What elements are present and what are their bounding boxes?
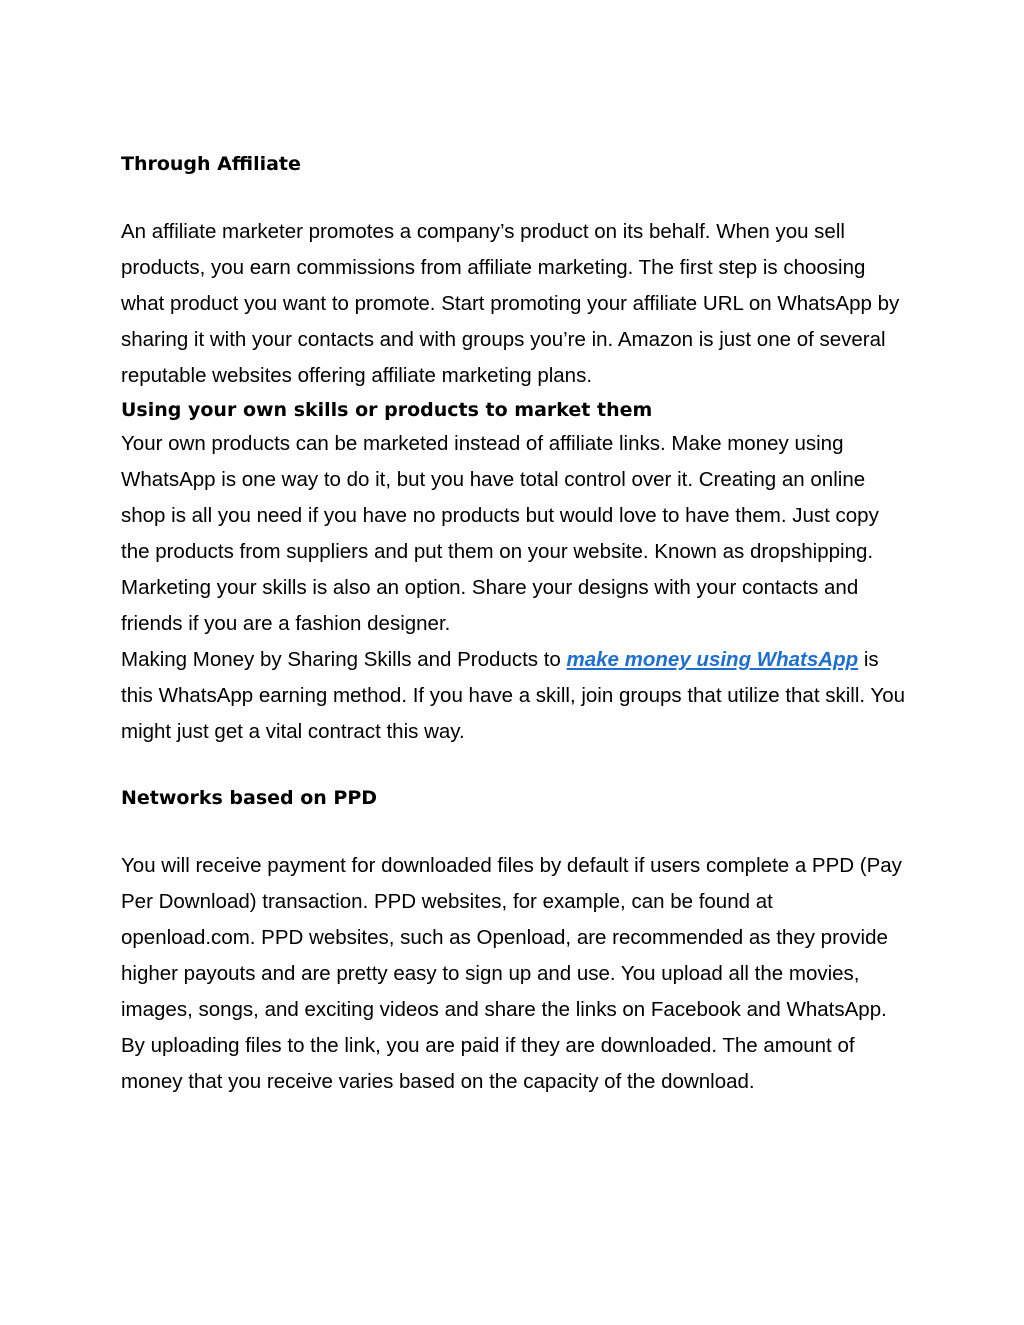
paragraph-sharing-skills-after: is this WhatsApp earning method. If you have a skill, join groups that utilize that skill. You might just get a vital contract this way.: [121, 648, 905, 743]
document-content: [121, 148, 911, 1100]
make-money-whatsapp-link[interactable]: make money using WhatsApp: [566, 648, 859, 671]
heading-networks-ppd: Networks based on PPD: [121, 787, 378, 809]
paragraph-own-products: Your own products can be marketed instead of affiliate links. Make money using WhatsApp is one way to do it, but you have total control over it. Creating an online shop is all you need if you have no products but would love to have them. Just copy the products from suppliers and put them on your website. Known as dropshipping.: [121, 432, 879, 563]
paragraph-sharing-skills-before: Making Money by Sharing Skills and Products to: [121, 648, 567, 671]
paragraph-marketing-skills: Marketing your skills is also an option. Share your designs with your contacts and friends if you are a fashion designer.: [121, 576, 859, 635]
heading-own-skills: Using your own skills or products to market them: [121, 399, 653, 421]
paragraph-sharing-skills: [121, 642, 911, 750]
spacer: [121, 180, 911, 214]
paragraph-ppd: You will receive payment for downloaded files by default if users complete a PPD (Pay Per Download) transaction. PPD websites, for example, can be found at openload.com. PPD websites, such as Openload, are recommended as they provide higher payouts and are pretty easy to sign up and use. You upload all the movies, images, songs, and exciting videos and share the links on Facebook and WhatsApp. By uploading files to the link, you are paid if they are downloaded. The amount of money that you receive varies based on the capacity of the download.: [121, 854, 902, 1093]
heading-through-affiliate: Through Affiliate: [121, 153, 301, 175]
spacer: [121, 814, 911, 848]
paragraph-affiliate: An affiliate marketer promotes a company’s product on its behalf. When you sell products, you earn commissions from affiliate marketing. The first step is choosing what product you want to promote. Start promoting your affiliate URL on WhatsApp by sharing it with your contacts and with groups you’re in. Amazon is just one of several reputable websites offering affiliate marketing plans.: [121, 220, 900, 387]
spacer: [121, 750, 911, 782]
